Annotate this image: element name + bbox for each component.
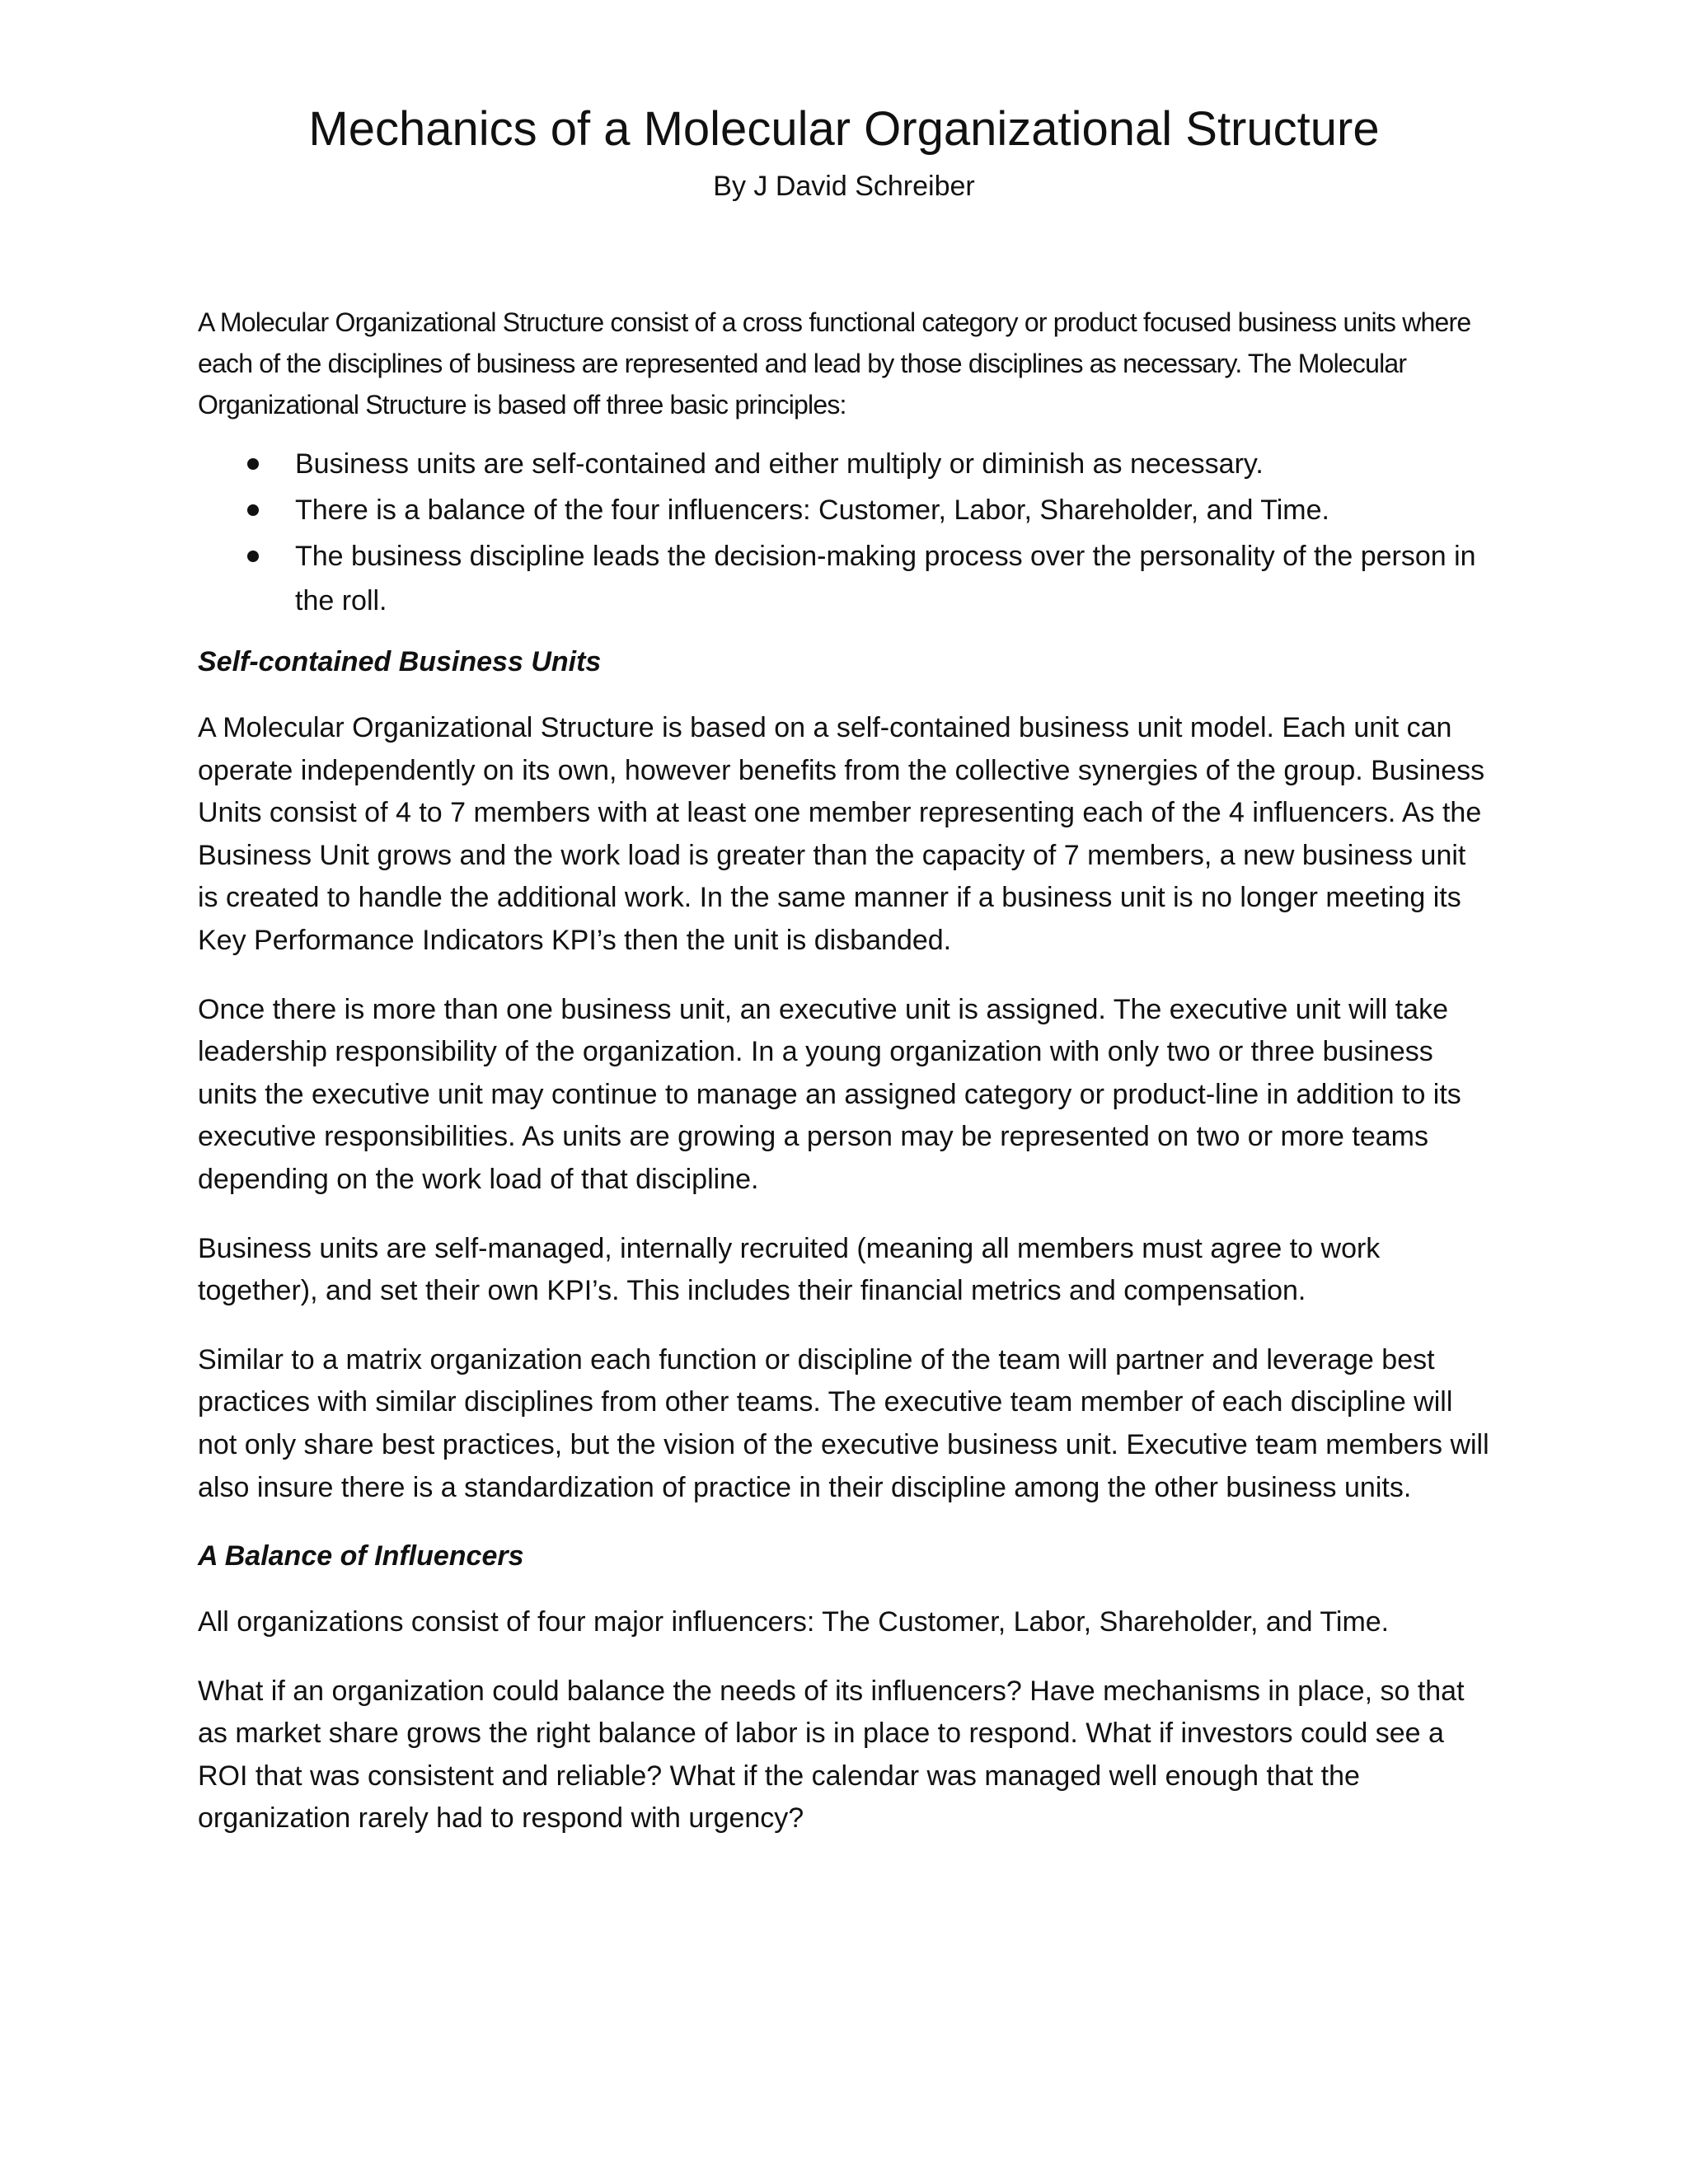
intro-paragraph: A Molecular Organizational Structure consist of a cross functional category or product focused business units where each of the disciplines of business are represented and lead by those disciplines as necessary. The Molecular Organizational Structure is based off three basic principles:: [198, 307, 1471, 419]
body-paragraph: Business units are self-managed, internally recruited (meaning all members must agree to work together), and set their own KPI’s. This includes their financial metrics and compensation.: [198, 1232, 1381, 1307]
document-body: [198, 302, 1492, 1867]
document-title: Mechanics of a Molecular Organizational Structure: [308, 102, 1380, 156]
list-item: [198, 488, 1492, 532]
bullet-icon: [247, 504, 259, 516]
list-item: [198, 442, 1492, 486]
list-item-text: There is a balance of the four influencers: Customer, Labor, Shareholder, and Time.: [295, 494, 1329, 526]
document-byline: By J David Schreiber: [713, 171, 975, 202]
body-paragraph: What if an organization could balance the needs of its influencers? Have mechanisms in place, so that as market share grows the right balance of labor is in place to respond. What if investors could see a ROI that was consistent and reliable? What if the calendar was managed well enough that the organization rarely had to respond with urgency?: [198, 1675, 1465, 1835]
principles-list: [198, 442, 1492, 623]
body-paragraph: Once there is more than one business unit, an executive unit is assigned. The executive unit will take leadership responsibility of the organization. In a young organization with only two or three business units the executive unit may continue to manage an assigned category or product-line in addition to its executive responsibilities. As units are growing a person may be represented on two or more teams depending on the work load of that discipline.: [198, 993, 1461, 1195]
list-item-text: The business discipline leads the decision-making process over the personality of the person in the roll.: [295, 541, 1476, 616]
section-heading-balance: A Balance of Influencers: [198, 1540, 524, 1572]
list-item: [198, 534, 1492, 623]
body-paragraph: Similar to a matrix organization each function or discipline of the team will partner and leverage best practices with similar disciplines from other teams. The executive team member of each discipline will not only share best practices, but the vision of the executive business unit. Executive team members will also insure there is a standardization of practice in their discipline among the other business units.: [198, 1343, 1489, 1503]
bullet-icon: [247, 458, 259, 470]
list-item-text: Business units are self-contained and either multiply or diminish as necessary.: [295, 448, 1264, 480]
bullet-icon: [247, 551, 259, 562]
section-heading-self-contained: Self-contained Business Units: [198, 646, 602, 677]
body-paragraph: All organizations consist of four major influencers: The Customer, Labor, Shareholder, and Time.: [198, 1606, 1390, 1638]
body-paragraph: A Molecular Organizational Structure is based on a self-contained business unit model. Each unit can operate independently on its own, however benefits from the collective synergies of the group. Business Units consist of 4 to 7 members with at least one member representing each of the 4 influencers. As the Business Unit grows and the work load is greater than the capacity of 7 members, a new business unit is created to handle the additional work. In the same manner if a business unit is no longer meeting its Key Performance Indicators KPI’s then the unit is disbanded.: [198, 712, 1485, 956]
